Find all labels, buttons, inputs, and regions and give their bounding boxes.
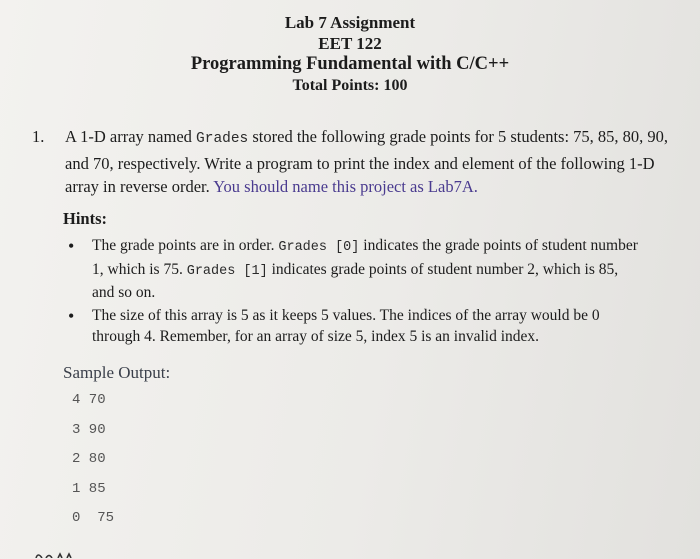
hint-1-text-a: The grade points are in order. [92, 237, 279, 254]
course-code: EET 122 [318, 34, 382, 53]
hint-2-text: The size of this array is 5 as it keeps 5 values. The indices of the array would be 0 through 4. Remember, for an array of size 5, index 5 is an invalid index. [92, 306, 600, 345]
hint-1-code-1: Grades [0] [278, 240, 360, 255]
output-row: 0 75 [72, 510, 115, 526]
question-text-b: stored the following grade points for 5 students: 75, 85, 80, 90, and 70, respectively. Write a program to print the index and element of the following 1-D array in reverse order. [65, 127, 669, 196]
bullet-dot-icon: • [68, 305, 75, 326]
output-row: 3 90 [72, 421, 106, 438]
hint-item-1 [62, 235, 642, 304]
hint-1-text-c: indicates grade points of student number 2, which is 85, and so on. [92, 260, 619, 301]
cropped-text-fragment [34, 548, 94, 558]
output-row: 4 70 [72, 392, 106, 408]
sample-output-title: Sample Output: [63, 363, 171, 382]
hint-item-2 [62, 305, 642, 348]
project-name-note: You should name this project as Lab7A. [213, 177, 478, 196]
assignment-header [0, 12, 700, 96]
course-name: Programming Fundamental with C/C++ [190, 54, 510, 74]
bullet-dot-icon: • [68, 236, 75, 256]
question-body [32, 125, 672, 199]
array-name-code: Grades [196, 131, 249, 147]
question-number: 1. [32, 127, 45, 146]
sample-output-block [72, 392, 114, 540]
hint-1-text-b: indicates the grade points of student number 1, which is 75. [92, 237, 638, 278]
hints-title: Hints: [63, 209, 108, 228]
total-points: Total Points: 100 [292, 77, 408, 94]
output-row: 1 85 [72, 480, 106, 497]
hints-list [62, 235, 642, 349]
question-1 [32, 125, 672, 199]
question-text-a: A 1-D array named [65, 127, 197, 146]
lab-title: Lab 7 Assignment [284, 13, 416, 32]
hint-1-code-2: Grades [1] [186, 263, 268, 279]
output-row: 2 80 [72, 451, 106, 467]
